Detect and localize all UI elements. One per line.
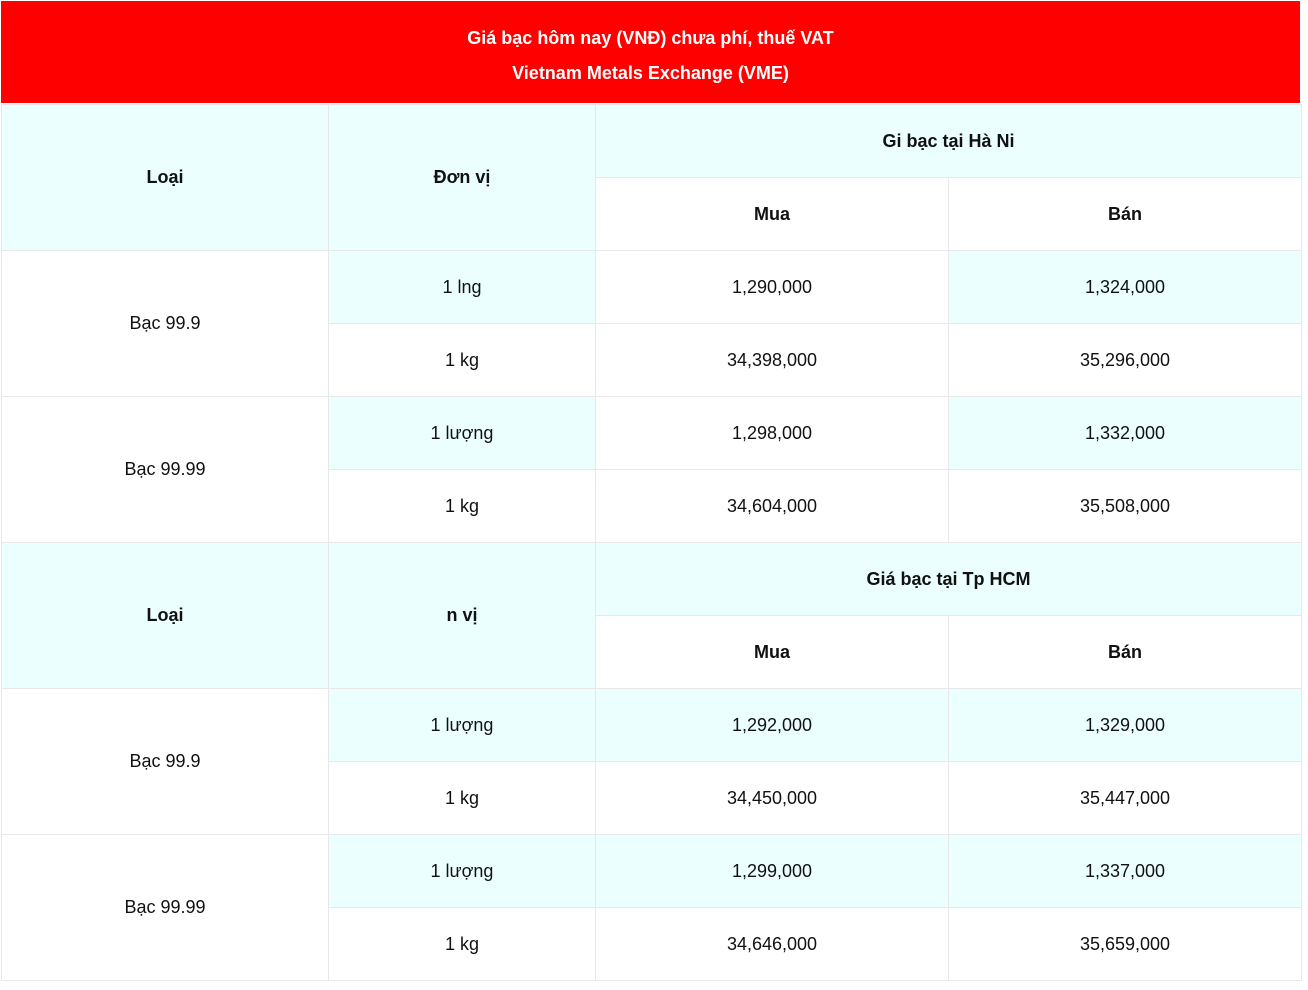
price-banner [1,1,1300,103]
silver-type-cell: Bạc 99.9 [2,689,329,835]
unit-cell: 1 kg [329,908,596,981]
banner-subtitle: Vietnam Metals Exchange (VME) [512,63,789,83]
hanoi-region-header: Gi bạc tại Hà Ni [596,105,1302,178]
table-row [2,689,1302,762]
table-row [2,397,1302,470]
hcm-region-header: Giá bạc tại Tp HCM [596,543,1302,616]
hcm-unit-header: n vị [329,543,596,689]
sell-price-cell: 35,508,000 [949,470,1302,543]
table-row [2,835,1302,908]
sell-price-cell: 1,332,000 [949,397,1302,470]
sell-price-cell: 35,447,000 [949,762,1302,835]
silver-price-table [1,104,1302,981]
hanoi-unit-header: Đơn vị [329,105,596,251]
sell-price-cell: 35,659,000 [949,908,1302,981]
hanoi-buy-header: Mua [596,178,949,251]
unit-cell: 1 lượng [329,689,596,762]
buy-price-cell: 1,299,000 [596,835,949,908]
hcm-type-header: Loại [2,543,329,689]
buy-price-cell: 1,292,000 [596,689,949,762]
table-row [2,251,1302,324]
buy-price-cell: 34,604,000 [596,470,949,543]
silver-type-cell: Bạc 99.9 [2,251,329,397]
unit-cell: 1 lượng [329,397,596,470]
unit-cell: 1 kg [329,470,596,543]
hanoi-header-row [2,105,1302,178]
sell-price-cell: 1,329,000 [949,689,1302,762]
silver-type-cell: Bạc 99.99 [2,397,329,543]
unit-cell: 1 lng [329,251,596,324]
unit-cell: 1 kg [329,324,596,397]
buy-price-cell: 1,290,000 [596,251,949,324]
buy-price-cell: 34,398,000 [596,324,949,397]
hcm-header-row [2,543,1302,616]
unit-cell: 1 lượng [329,835,596,908]
hcm-buy-header: Mua [596,616,949,689]
hanoi-sell-header: Bán [949,178,1302,251]
buy-price-cell: 34,450,000 [596,762,949,835]
sell-price-cell: 1,324,000 [949,251,1302,324]
hanoi-type-header: Loại [2,105,329,251]
sell-price-cell: 1,337,000 [949,835,1302,908]
hcm-sell-header: Bán [949,616,1302,689]
buy-price-cell: 1,298,000 [596,397,949,470]
banner-title: Giá bạc hôm nay (VNĐ) chưa phí, thuế VAT [467,28,834,48]
unit-cell: 1 kg [329,762,596,835]
sell-price-cell: 35,296,000 [949,324,1302,397]
buy-price-cell: 34,646,000 [596,908,949,981]
silver-type-cell: Bạc 99.99 [2,835,329,981]
